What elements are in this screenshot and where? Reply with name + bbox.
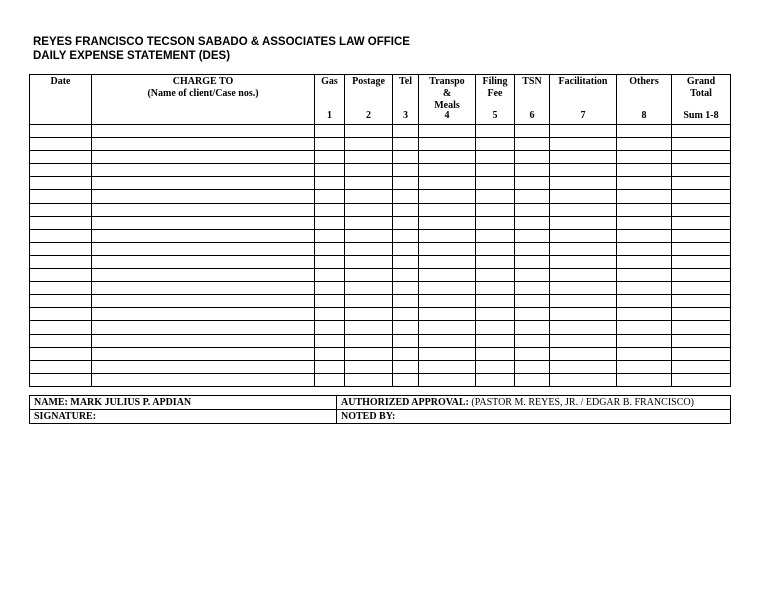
table-cell[interactable] — [315, 282, 345, 295]
table-row — [30, 125, 731, 138]
table-cell[interactable] — [30, 295, 92, 308]
table-cell[interactable] — [30, 216, 92, 229]
table-cell[interactable] — [345, 242, 393, 255]
table-cell[interactable] — [315, 295, 345, 308]
table-cell[interactable] — [515, 242, 550, 255]
table-cell[interactable] — [476, 216, 515, 229]
table-cell[interactable] — [550, 295, 617, 308]
table-cell[interactable] — [617, 295, 672, 308]
table-cell[interactable] — [672, 334, 731, 347]
signature-row-1 — [30, 396, 731, 410]
col-charge-to: CHARGE TO (Name of client/Case nos.) — [92, 75, 315, 125]
signature-label: SIGNATURE: — [34, 411, 97, 422]
table-cell[interactable] — [515, 164, 550, 177]
table-cell[interactable] — [30, 138, 92, 151]
table-cell[interactable] — [393, 151, 419, 164]
table-cell[interactable] — [476, 308, 515, 321]
table-cell[interactable] — [672, 125, 731, 138]
table-cell[interactable] — [419, 242, 476, 255]
table-cell[interactable] — [393, 255, 419, 268]
table-cell[interactable] — [393, 177, 419, 190]
table-cell[interactable] — [92, 229, 315, 242]
table-cell[interactable] — [30, 360, 92, 373]
name-cell — [30, 396, 337, 410]
table-cell[interactable] — [476, 203, 515, 216]
table-row — [30, 347, 731, 360]
table-cell[interactable] — [550, 242, 617, 255]
table-cell[interactable] — [419, 216, 476, 229]
document-header — [33, 35, 410, 63]
table-cell[interactable] — [30, 321, 92, 334]
table-cell[interactable] — [515, 255, 550, 268]
table-cell[interactable] — [476, 334, 515, 347]
table-cell[interactable] — [92, 203, 315, 216]
table-cell[interactable] — [419, 229, 476, 242]
table-cell[interactable] — [515, 151, 550, 164]
table-cell[interactable] — [515, 269, 550, 282]
table-cell[interactable] — [92, 360, 315, 373]
table-cell[interactable] — [92, 308, 315, 321]
table-cell[interactable] — [419, 334, 476, 347]
table-row — [30, 334, 731, 347]
table-cell[interactable] — [672, 308, 731, 321]
table-cell[interactable] — [345, 190, 393, 203]
table-cell[interactable] — [476, 269, 515, 282]
table-cell[interactable] — [92, 347, 315, 360]
table-cell[interactable] — [672, 295, 731, 308]
office-name: REYES FRANCISCO TECSON SABADO & ASSOCIATES LAW OFFICE — [33, 36, 410, 48]
col-gas: Gas 1 — [315, 75, 345, 125]
table-row — [30, 190, 731, 203]
table-cell[interactable] — [345, 295, 393, 308]
table-cell[interactable] — [476, 255, 515, 268]
table-cell[interactable] — [476, 242, 515, 255]
noted-by-label: NOTED BY: — [341, 411, 396, 422]
table-cell[interactable] — [393, 373, 419, 386]
header-row — [30, 75, 731, 125]
signature-row-2 — [30, 410, 731, 424]
signature-cell[interactable] — [30, 410, 337, 424]
table-cell[interactable] — [515, 321, 550, 334]
col-tsn: TSN 6 — [515, 75, 550, 125]
table-cell[interactable] — [315, 138, 345, 151]
table-cell[interactable] — [550, 321, 617, 334]
table-cell[interactable] — [92, 321, 315, 334]
table-cell[interactable] — [419, 321, 476, 334]
table-cell[interactable] — [476, 282, 515, 295]
table-cell[interactable] — [393, 138, 419, 151]
table-cell[interactable] — [92, 164, 315, 177]
table-row — [30, 216, 731, 229]
table-cell[interactable] — [393, 216, 419, 229]
table-cell[interactable] — [515, 334, 550, 347]
table-cell[interactable] — [393, 269, 419, 282]
table-cell[interactable] — [476, 138, 515, 151]
table-row — [30, 373, 731, 386]
table-cell[interactable] — [345, 373, 393, 386]
table-cell[interactable] — [393, 203, 419, 216]
table-cell[interactable] — [550, 334, 617, 347]
table-cell[interactable] — [550, 269, 617, 282]
table-cell[interactable] — [476, 164, 515, 177]
table-cell[interactable] — [30, 308, 92, 321]
table-cell[interactable] — [672, 255, 731, 268]
table-cell[interactable] — [393, 321, 419, 334]
table-cell[interactable] — [315, 308, 345, 321]
table-cell[interactable] — [419, 373, 476, 386]
table-cell[interactable] — [476, 190, 515, 203]
table-cell[interactable] — [617, 190, 672, 203]
table-cell[interactable] — [672, 151, 731, 164]
table-cell[interactable] — [515, 190, 550, 203]
table-row — [30, 269, 731, 282]
table-cell[interactable] — [393, 242, 419, 255]
table-cell[interactable] — [550, 216, 617, 229]
table-cell[interactable] — [345, 347, 393, 360]
table-cell[interactable] — [550, 229, 617, 242]
table-cell[interactable] — [672, 216, 731, 229]
table-cell[interactable] — [617, 229, 672, 242]
table-cell[interactable] — [617, 282, 672, 295]
table-cell[interactable] — [345, 229, 393, 242]
table-cell[interactable] — [617, 203, 672, 216]
table-cell[interactable] — [393, 295, 419, 308]
name-value: MARK JULIUS P. APDIAN — [70, 397, 192, 408]
table-cell[interactable] — [315, 229, 345, 242]
table-cell[interactable] — [515, 347, 550, 360]
table-row — [30, 151, 731, 164]
table-cell[interactable] — [345, 138, 393, 151]
table-cell[interactable] — [419, 177, 476, 190]
table-cell[interactable] — [617, 269, 672, 282]
table-cell[interactable] — [476, 373, 515, 386]
expense-table — [29, 74, 731, 387]
table-cell[interactable] — [92, 255, 315, 268]
table-row — [30, 164, 731, 177]
table-cell[interactable] — [315, 373, 345, 386]
table-cell[interactable] — [419, 360, 476, 373]
table-cell[interactable] — [617, 138, 672, 151]
table-cell[interactable] — [315, 242, 345, 255]
table-cell[interactable] — [476, 125, 515, 138]
table-cell[interactable] — [617, 164, 672, 177]
approval-value: (PASTOR M. REYES, JR. / EDGAR B. FRANCISCO) — [471, 397, 694, 408]
table-cell[interactable] — [515, 360, 550, 373]
table-cell[interactable] — [419, 308, 476, 321]
table-cell[interactable] — [345, 269, 393, 282]
table-cell[interactable] — [476, 321, 515, 334]
table-cell[interactable] — [345, 125, 393, 138]
table-cell[interactable] — [92, 138, 315, 151]
table-cell[interactable] — [419, 138, 476, 151]
table-cell[interactable] — [550, 347, 617, 360]
table-cell[interactable] — [345, 177, 393, 190]
table-cell[interactable] — [515, 229, 550, 242]
table-cell[interactable] — [672, 229, 731, 242]
col-grand-total: Grand Total Sum 1-8 — [672, 75, 731, 125]
table-cell[interactable] — [515, 282, 550, 295]
table-cell[interactable] — [550, 138, 617, 151]
table-cell[interactable] — [92, 216, 315, 229]
table-cell[interactable] — [419, 203, 476, 216]
table-cell[interactable] — [30, 164, 92, 177]
table-cell[interactable] — [315, 216, 345, 229]
table-row — [30, 138, 731, 151]
table-cell[interactable] — [393, 190, 419, 203]
table-cell[interactable] — [30, 334, 92, 347]
table-cell[interactable] — [315, 164, 345, 177]
table-cell[interactable] — [476, 347, 515, 360]
approval-cell — [337, 396, 731, 410]
table-cell[interactable] — [345, 308, 393, 321]
table-cell[interactable] — [419, 282, 476, 295]
table-row — [30, 321, 731, 334]
table-cell[interactable] — [30, 203, 92, 216]
table-cell[interactable] — [672, 164, 731, 177]
table-cell[interactable] — [315, 190, 345, 203]
table-cell[interactable] — [672, 177, 731, 190]
table-cell[interactable] — [345, 216, 393, 229]
table-cell[interactable] — [419, 295, 476, 308]
table-row — [30, 229, 731, 242]
table-cell[interactable] — [515, 177, 550, 190]
table-cell[interactable] — [550, 177, 617, 190]
table-cell[interactable] — [617, 347, 672, 360]
table-cell[interactable] — [92, 334, 315, 347]
table-cell[interactable] — [345, 321, 393, 334]
table-cell[interactable] — [672, 242, 731, 255]
col-filing-fee: Filing Fee 5 — [476, 75, 515, 125]
table-row — [30, 360, 731, 373]
table-cell[interactable] — [476, 229, 515, 242]
table-cell[interactable] — [550, 373, 617, 386]
table-cell[interactable] — [419, 255, 476, 268]
table-cell[interactable] — [550, 151, 617, 164]
expense-rows — [30, 125, 731, 387]
table-cell[interactable] — [672, 347, 731, 360]
table-cell[interactable] — [30, 151, 92, 164]
table-cell[interactable] — [345, 334, 393, 347]
table-cell[interactable] — [393, 282, 419, 295]
table-cell[interactable] — [672, 203, 731, 216]
table-cell[interactable] — [92, 295, 315, 308]
table-cell[interactable] — [92, 151, 315, 164]
table-row — [30, 308, 731, 321]
table-cell[interactable] — [30, 190, 92, 203]
table-cell[interactable] — [476, 360, 515, 373]
table-cell[interactable] — [92, 190, 315, 203]
table-cell[interactable] — [617, 125, 672, 138]
table-cell[interactable] — [92, 242, 315, 255]
table-cell[interactable] — [92, 282, 315, 295]
name-label: NAME: — [34, 397, 68, 408]
table-row — [30, 203, 731, 216]
table-cell[interactable] — [315, 255, 345, 268]
table-cell[interactable] — [315, 334, 345, 347]
table-cell[interactable] — [617, 255, 672, 268]
table-cell[interactable] — [315, 360, 345, 373]
table-cell[interactable] — [476, 151, 515, 164]
table-cell[interactable] — [617, 321, 672, 334]
table-cell[interactable] — [419, 151, 476, 164]
table-cell[interactable] — [515, 125, 550, 138]
table-cell[interactable] — [345, 151, 393, 164]
table-cell[interactable] — [345, 164, 393, 177]
table-cell[interactable] — [393, 125, 419, 138]
table-cell[interactable] — [672, 138, 731, 151]
table-cell[interactable] — [30, 269, 92, 282]
table-cell[interactable] — [550, 308, 617, 321]
col-postage: Postage 2 — [345, 75, 393, 125]
table-cell[interactable] — [315, 125, 345, 138]
table-cell[interactable] — [515, 308, 550, 321]
table-cell[interactable] — [393, 229, 419, 242]
table-cell[interactable] — [515, 138, 550, 151]
table-cell[interactable] — [315, 347, 345, 360]
table-cell[interactable] — [30, 229, 92, 242]
table-cell[interactable] — [345, 203, 393, 216]
col-tel: Tel 3 — [393, 75, 419, 125]
table-cell[interactable] — [393, 308, 419, 321]
table-cell[interactable] — [315, 177, 345, 190]
table-cell[interactable] — [617, 334, 672, 347]
table-cell[interactable] — [419, 190, 476, 203]
col-facilitation: Facilitation 7 — [550, 75, 617, 125]
table-row — [30, 295, 731, 308]
table-cell[interactable] — [315, 321, 345, 334]
table-cell[interactable] — [617, 373, 672, 386]
col-date: Date — [30, 75, 92, 125]
table-cell[interactable] — [672, 321, 731, 334]
table-cell[interactable] — [550, 190, 617, 203]
table-cell[interactable] — [393, 164, 419, 177]
table-cell[interactable] — [393, 360, 419, 373]
table-cell[interactable] — [550, 203, 617, 216]
table-cell[interactable] — [672, 360, 731, 373]
table-cell[interactable] — [345, 360, 393, 373]
table-cell[interactable] — [30, 282, 92, 295]
table-cell[interactable] — [30, 125, 92, 138]
table-cell[interactable] — [315, 203, 345, 216]
table-cell[interactable] — [30, 347, 92, 360]
noted-by-cell[interactable] — [337, 410, 731, 424]
table-cell[interactable] — [30, 177, 92, 190]
table-cell[interactable] — [92, 177, 315, 190]
table-cell[interactable] — [419, 125, 476, 138]
table-cell[interactable] — [393, 347, 419, 360]
table-cell[interactable] — [315, 151, 345, 164]
table-cell[interactable] — [672, 282, 731, 295]
table-cell[interactable] — [672, 190, 731, 203]
table-row — [30, 282, 731, 295]
table-cell[interactable] — [419, 164, 476, 177]
table-cell[interactable] — [345, 255, 393, 268]
table-row — [30, 177, 731, 190]
table-cell[interactable] — [345, 282, 393, 295]
table-row — [30, 242, 731, 255]
col-others: Others 8 — [617, 75, 672, 125]
table-cell[interactable] — [550, 255, 617, 268]
table-row — [30, 255, 731, 268]
table-cell[interactable] — [92, 373, 315, 386]
table-cell[interactable] — [92, 125, 315, 138]
table-cell[interactable] — [515, 295, 550, 308]
table-cell[interactable] — [550, 360, 617, 373]
table-cell[interactable] — [30, 255, 92, 268]
table-cell[interactable] — [617, 177, 672, 190]
table-cell[interactable] — [672, 269, 731, 282]
table-cell[interactable] — [550, 125, 617, 138]
table-cell[interactable] — [617, 151, 672, 164]
table-cell[interactable] — [617, 242, 672, 255]
table-cell[interactable] — [672, 373, 731, 386]
col-transpo-meals: Transpo & Meals 4 — [419, 75, 476, 125]
table-cell[interactable] — [617, 308, 672, 321]
table-cell[interactable] — [617, 360, 672, 373]
table-cell[interactable] — [30, 242, 92, 255]
table-cell[interactable] — [30, 373, 92, 386]
table-cell[interactable] — [315, 269, 345, 282]
table-cell[interactable] — [393, 334, 419, 347]
table-cell[interactable] — [476, 177, 515, 190]
table-cell[interactable] — [515, 373, 550, 386]
table-cell[interactable] — [419, 347, 476, 360]
table-cell[interactable] — [92, 269, 315, 282]
table-cell[interactable] — [476, 295, 515, 308]
table-cell[interactable] — [617, 216, 672, 229]
table-cell[interactable] — [550, 282, 617, 295]
table-cell[interactable] — [515, 203, 550, 216]
table-cell[interactable] — [419, 269, 476, 282]
signature-block — [29, 395, 731, 424]
statement-title: DAILY EXPENSE STATEMENT (DES) — [33, 50, 231, 62]
table-cell[interactable] — [515, 216, 550, 229]
table-cell[interactable] — [550, 164, 617, 177]
approval-label: AUTHORIZED APPROVAL: — [341, 397, 469, 408]
